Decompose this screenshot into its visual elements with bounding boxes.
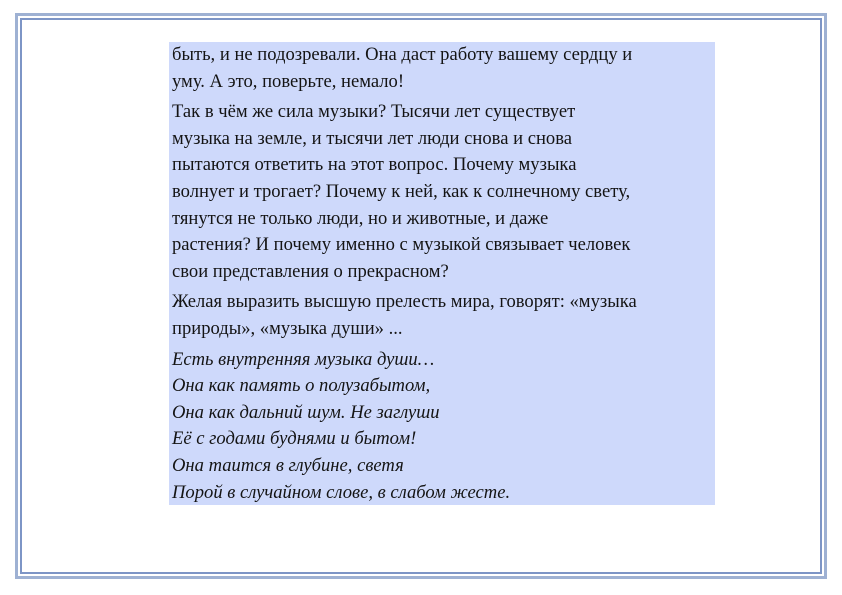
text-line: Так в чём же сила музыки? Тысячи лет существует bbox=[172, 101, 576, 123]
text-line: растения? И почему именно с музыкой связывает человек bbox=[172, 234, 631, 256]
text-line: музыка на земле, и тысячи лет люди снова и снова bbox=[172, 127, 572, 149]
poem-line: Есть внутренняя музыка души… bbox=[172, 348, 435, 370]
text-line: уму. А это, поверьте, немало! bbox=[172, 70, 405, 92]
poem-line: Она как память о полузабытом, bbox=[172, 375, 431, 397]
text-line: Желая выразить высшую прелесть мира, говорят: «музыка bbox=[172, 291, 637, 313]
text-line: свои представления о прекрасном? bbox=[172, 260, 449, 282]
text-line: природы», «музыка души» ... bbox=[172, 317, 403, 339]
text-line: быть, и не подозревали. Она даст работу вашему сердцу и bbox=[172, 44, 633, 65]
text-block bbox=[169, 42, 715, 505]
poem-line: Она как дальний шум. Не заглуши bbox=[172, 401, 440, 423]
text-line: тянутся не только люди, но и животные, и даже bbox=[172, 207, 549, 229]
poem bbox=[172, 347, 713, 507]
text-line: пытаются ответить на этот вопрос. Почему музыка bbox=[172, 154, 577, 176]
poem-line: Она таится в глубине, светя bbox=[172, 454, 404, 476]
poem-line: Её с годами буднями и бытом! bbox=[172, 428, 417, 450]
poem-line: Порой в случайном слове, в слабом жесте. bbox=[172, 481, 511, 503]
paragraph-3 bbox=[172, 289, 713, 342]
text-line: волнует и трогает? Почему к ней, как к солнечному свету, bbox=[172, 180, 631, 202]
paragraph-1 bbox=[172, 42, 713, 95]
paragraph-2 bbox=[172, 99, 713, 285]
